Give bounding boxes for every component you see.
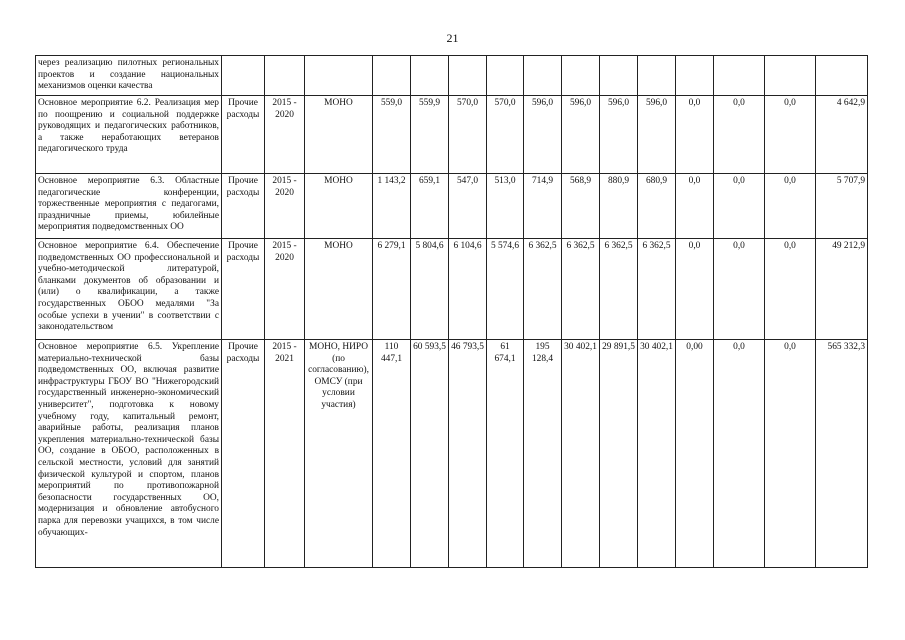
- value-cell: 0,0: [765, 340, 816, 568]
- value-cell: 570,0: [487, 96, 524, 174]
- value-cell: 714,9: [524, 174, 562, 239]
- value-cell: 0,0: [765, 174, 816, 239]
- table-row: [36, 340, 868, 568]
- value-cell: 559,9: [411, 96, 449, 174]
- value-cell: 0,00: [676, 340, 714, 568]
- value-cell: 0,0: [765, 239, 816, 340]
- value-cell: 29 891,5: [600, 340, 638, 568]
- budget-table: [35, 55, 868, 568]
- value-cell: 596,0: [562, 96, 600, 174]
- period-cell: 2015 - 2020: [265, 96, 305, 174]
- value-cell: [411, 56, 449, 96]
- value-cell: 596,0: [600, 96, 638, 174]
- value-cell: 570,0: [449, 96, 487, 174]
- value-cell: 559,0: [373, 96, 411, 174]
- expense-type-cell: Прочие расходы: [222, 239, 265, 340]
- value-cell: 0,0: [676, 96, 714, 174]
- value-cell: 30 402,1: [638, 340, 676, 568]
- value-cell: 0,0: [714, 340, 765, 568]
- value-cell: 596,0: [638, 96, 676, 174]
- value-cell: [562, 56, 600, 96]
- total-cell: 4 642,9: [816, 96, 868, 174]
- value-cell: 880,9: [600, 174, 638, 239]
- value-cell: 1 143,2: [373, 174, 411, 239]
- period-cell: [265, 56, 305, 96]
- value-cell: 0,0: [714, 96, 765, 174]
- value-cell: 30 402,1: [562, 340, 600, 568]
- executor-cell: МОНО: [305, 174, 373, 239]
- value-cell: 5 804,6: [411, 239, 449, 340]
- value-cell: 60 593,5: [411, 340, 449, 568]
- value-cell: 6 362,5: [638, 239, 676, 340]
- value-cell: [765, 56, 816, 96]
- value-cell: 6 362,5: [524, 239, 562, 340]
- expense-type-cell: Прочие расходы: [222, 174, 265, 239]
- value-cell: [449, 56, 487, 96]
- value-cell: 5 574,6: [487, 239, 524, 340]
- value-cell: [638, 56, 676, 96]
- value-cell: 0,0: [676, 174, 714, 239]
- value-cell: 547,0: [449, 174, 487, 239]
- period-cell: 2015 - 2021: [265, 340, 305, 568]
- activity-name-cell: через реализацию пилотных региональных проектов и создание национальных механизмов оценки качества: [36, 56, 222, 96]
- period-cell: 2015 - 2020: [265, 174, 305, 239]
- value-cell: [676, 56, 714, 96]
- value-cell: 680,9: [638, 174, 676, 239]
- expense-type-cell: Прочие расходы: [222, 96, 265, 174]
- value-cell: 46 793,5: [449, 340, 487, 568]
- total-cell: 49 212,9: [816, 239, 868, 340]
- activity-name-cell: Основное мероприятие 6.4. Обеспечение подведомственных ОО профессиональной и учебно-методической литературой, бланками документов об образовании и (или) о квалификации, а также государственных ОБОО медалями "За особые успехи в учении" в соответствии с законодательством: [36, 239, 222, 340]
- value-cell: 0,0: [676, 239, 714, 340]
- activity-name-cell: Основное мероприятие 6.2. Реализация мер по поощрению и социальной поддержке руководящих и педагогических работников, а также неработающих ветеранов педагогического труда: [36, 96, 222, 174]
- executor-cell: [305, 56, 373, 96]
- value-cell: 0,0: [714, 174, 765, 239]
- expense-type-cell: Прочие расходы: [222, 340, 265, 568]
- table-row: [36, 239, 868, 340]
- value-cell: [487, 56, 524, 96]
- value-cell: 568,9: [562, 174, 600, 239]
- executor-cell: МОНО: [305, 96, 373, 174]
- value-cell: 6 362,5: [562, 239, 600, 340]
- table-body: [36, 56, 868, 568]
- total-cell: 565 332,3: [816, 340, 868, 568]
- value-cell: 659,1: [411, 174, 449, 239]
- value-cell: 0,0: [714, 239, 765, 340]
- value-cell: [524, 56, 562, 96]
- table-row: [36, 96, 868, 174]
- total-cell: [816, 56, 868, 96]
- activity-name-cell: Основное мероприятие 6.3. Областные педагогические конференции, торжественные мероприятия с педагогами, праздничные приемы, юбилейные мероприятия подведомственных ОО: [36, 174, 222, 239]
- value-cell: 195 128,4: [524, 340, 562, 568]
- value-cell: [373, 56, 411, 96]
- value-cell: 6 104,6: [449, 239, 487, 340]
- table-row: [36, 174, 868, 239]
- expense-type-cell: [222, 56, 265, 96]
- period-cell: 2015 - 2020: [265, 239, 305, 340]
- value-cell: [714, 56, 765, 96]
- value-cell: 596,0: [524, 96, 562, 174]
- page-number: 21: [446, 31, 459, 45]
- total-cell: 5 707,9: [816, 174, 868, 239]
- value-cell: 0,0: [765, 96, 816, 174]
- value-cell: 6 279,1: [373, 239, 411, 340]
- executor-cell: МОНО: [305, 239, 373, 340]
- value-cell: [600, 56, 638, 96]
- value-cell: 61 674,1: [487, 340, 524, 568]
- value-cell: 513,0: [487, 174, 524, 239]
- value-cell: 110 447,1: [373, 340, 411, 568]
- value-cell: 6 362,5: [600, 239, 638, 340]
- activity-name-cell: Основное мероприятие 6.5. Укрепление материально-технической базы подведомственных ОО, включая развитие инфраструктуры ГБОУ ВО "Нижегородский государственный инженерно-экономический университет", подготовка к новому учебному году, капитальный ремонт, аварийные работы, реализация планов укрепления материально-технической базы ОО, создание в ОБОО, расположенных в сельской местности, условий для занятий физической культурой и спортом, планов мероприятий по противопожарной безопасности государственных ОО, модернизация и обновление автобусного парка для перевозки учащихся, в том числе обучающих-: [36, 340, 222, 568]
- table-row: [36, 56, 868, 96]
- executor-cell: МОНО, НИРО (по согласованию), ОМСУ (при условии участия): [305, 340, 373, 568]
